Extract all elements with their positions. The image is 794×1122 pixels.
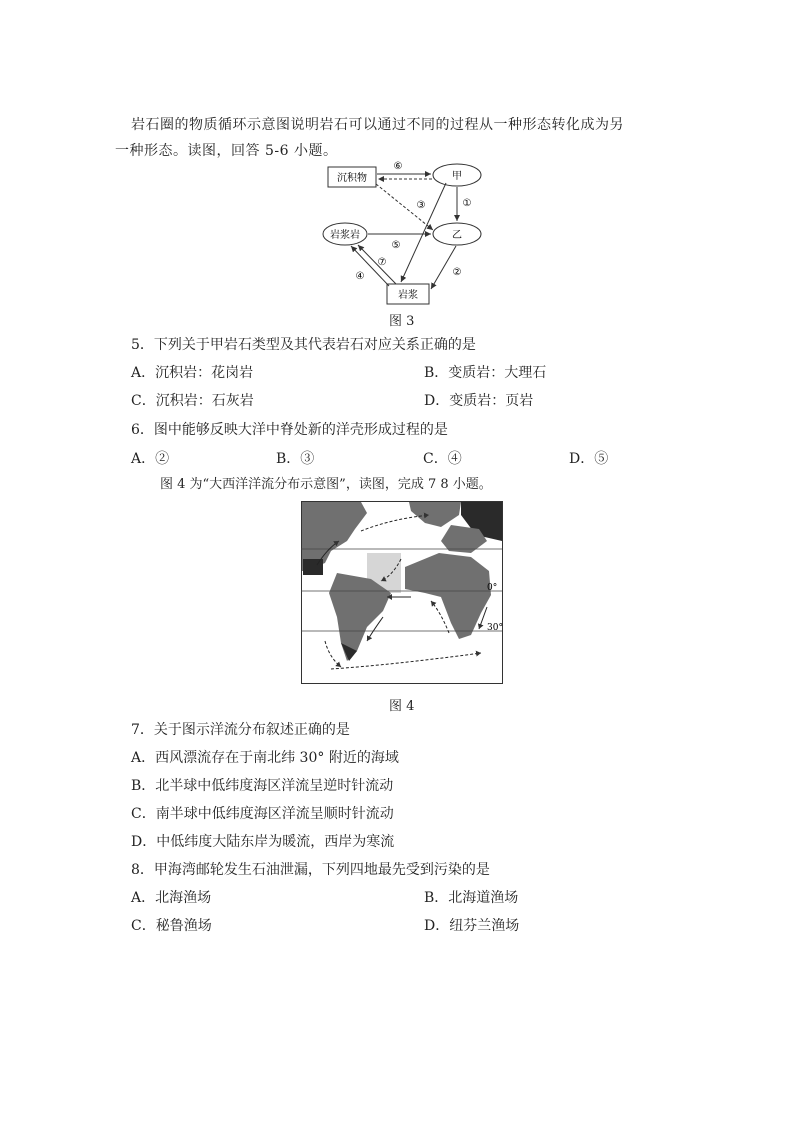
node-jia: 甲 <box>452 171 462 182</box>
q8-stem: 8．甲海湾邮轮发生石油泄漏，下列四地最先受到污染的是 <box>131 862 490 878</box>
q7-option-d: D．中低纬度大陆东岸为暖流，西岸为寒流 <box>131 834 395 850</box>
q6-option-b: B．③ <box>276 451 315 467</box>
intro-paragraph <box>115 112 671 164</box>
label-7: ⑦ <box>377 257 387 268</box>
q7-option-b: B．北半球中低纬度海区洋流呈逆时针流动 <box>131 778 394 794</box>
q8-option-d: D．纽芬兰渔场 <box>424 918 520 934</box>
q5-option-a: A．沉积岩：花岗岩 <box>131 365 254 381</box>
q5-option-d: D．变质岩：页岩 <box>424 393 534 409</box>
q6-option-c: C．④ <box>423 451 462 467</box>
q5-option-c: C．沉积岩：石灰岩 <box>131 393 254 409</box>
q7-option-a: A．西风漂流存在于南北纬 30° 附近的海域 <box>131 750 399 766</box>
node-magma: 岩浆 <box>398 290 418 301</box>
caribbean-dark <box>303 559 323 575</box>
q7-option-c: C．南半球中低纬度海区洋流呈顺时针流动 <box>131 806 394 822</box>
figure4-caption: 图 4 <box>389 699 415 714</box>
node-sediment: 沉积物 <box>337 173 367 184</box>
q6-option-d: D．⑤ <box>569 451 609 467</box>
label-5: ⑤ <box>391 240 401 251</box>
q5-option-b: B．变质岩：大理石 <box>424 365 547 381</box>
lat-label-30: 30° <box>487 623 503 633</box>
q8-option-a: A．北海渔场 <box>131 890 212 906</box>
figure4-intro: 图 4 为“大西洋洋流分布示意图”，读图，完成 7 8 小题。 <box>160 477 492 492</box>
q8-option-b: B．北海道渔场 <box>424 890 519 906</box>
rock-cycle-diagram <box>318 158 518 308</box>
label-3: ③ <box>416 200 426 211</box>
label-6: ⑥ <box>393 161 403 172</box>
intro-line-2: 一种形态。读图，回答 5-6 小题。 <box>115 143 338 159</box>
atlantic-currents-map <box>301 501 503 684</box>
intro-line-1: 岩石圈的物质循环示意图说明岩石可以通过不同的过程从一种形态转化成为另 <box>131 117 624 133</box>
q7-stem: 7．关于图示洋流分布叙述正确的是 <box>131 722 350 738</box>
figure3-caption: 图 3 <box>389 314 415 329</box>
q6-stem: 6．图中能够反映大洋中脊处新的洋壳形成过程的是 <box>131 422 448 438</box>
label-2: ② <box>452 267 462 278</box>
node-magmatic-rock: 岩浆岩 <box>330 230 360 241</box>
label-4: ④ <box>355 271 365 282</box>
q6-option-a: A．② <box>131 451 170 467</box>
label-1: ① <box>462 198 472 209</box>
lat-label-0: 0° <box>487 583 498 593</box>
q5-stem: 5．下列关于甲岩石类型及其代表岩石对应关系正确的是 <box>131 337 476 353</box>
q8-option-c: C．秘鲁渔场 <box>131 918 212 934</box>
node-yi: 乙 <box>452 230 462 241</box>
